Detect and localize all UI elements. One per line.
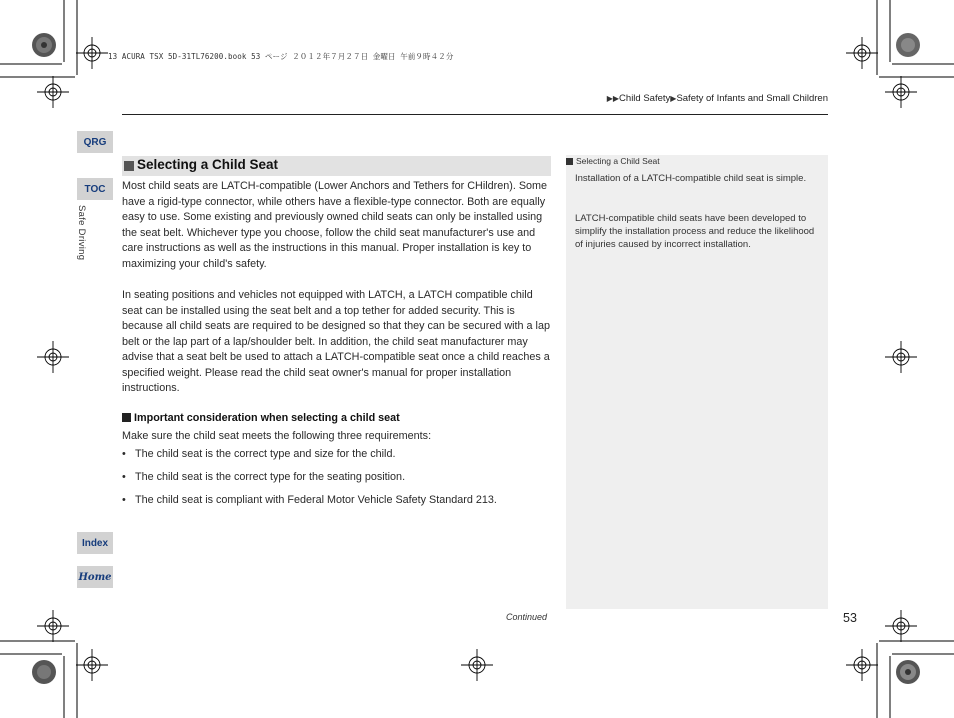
breadcrumb-link-safety-infants[interactable]: Safety of Infants and Small Children	[676, 93, 828, 104]
sidebar-heading: Selecting a Child Seat	[566, 156, 660, 166]
header-rule	[122, 114, 828, 115]
breadcrumb-arrow-icon: ▶	[670, 94, 677, 103]
sidebar-notes	[566, 155, 828, 609]
print-line: 13 ACURA TSX 5D-31TL76200.book 53 ページ ２０１２年７月２７日 金曜日 午前９時４２分	[108, 52, 454, 61]
bullet-icon: •	[122, 448, 126, 460]
breadcrumb-arrow-icon: ▶▶	[606, 94, 620, 103]
sidebar-note-1: Installation of a LATCH-compatible child seat is simple.	[575, 173, 807, 184]
sidebar-note-2: LATCH-compatible child seats have been developed to simplify the installation process and reduce the likelihood of injuries caused by incorrect installation.	[575, 213, 815, 251]
bullet-icon: •	[122, 471, 126, 483]
subsection-intro: Make sure the child seat meets the following three requirements:	[122, 430, 432, 442]
subsection-square-icon	[122, 413, 131, 422]
list-item: • The child seat is the correct type for the seating position.	[122, 471, 406, 483]
section-title: Selecting a Child Seat	[137, 157, 279, 172]
toc-button[interactable]: TOC	[77, 178, 113, 200]
paragraph-2: In seating positions and vehicles not equipped with LATCH, a LATCH compatible child seat can be installed using the seat belt and a top tether for added security. This is because all child seats are required to be designed so that they can be secured with a lap belt or the lap part of a lap/shoulder belt. In addition, the child seat manufacturer may advise that a seat belt be used to attach a LATCH-compatible seat once a child reaches a specified weight. Please read the child seat owner's manual for proper installation instructions.	[122, 289, 550, 394]
index-button[interactable]: Index	[77, 532, 113, 554]
note-arrow-icon	[566, 158, 573, 165]
qrg-button[interactable]: QRG	[77, 131, 113, 153]
paragraph-1: Most child seats are LATCH-compatible (Lower Anchors and Tethers for CHildren). Some have a rigid-type connector, while others have a flexible-type connector. Both are equally easy to use. Some existing and previously owned child seats can only be installed using the seat belt. Whichever type you choose, follow the child seat manufacturer's use and care instructions as well as the instructions in this manual. Proper installation is key to maximizing your child's safety.	[122, 180, 548, 270]
subsection-heading: Important consideration when selecting a child seat	[122, 412, 400, 424]
bullet-icon: •	[122, 494, 126, 506]
breadcrumb-link-child-safety[interactable]: Child Safety	[619, 93, 671, 104]
list-item: • The child seat is compliant with Federal Motor Vehicle Safety Standard 213.	[122, 494, 497, 506]
section-square-icon	[124, 161, 134, 171]
breadcrumb	[607, 93, 828, 104]
list-item: • The child seat is the correct type and size for the child.	[122, 448, 396, 460]
continued-label: Continued	[506, 612, 548, 622]
home-button[interactable]: Home	[77, 566, 113, 588]
side-section-label: Safe Driving	[76, 205, 87, 261]
section-heading	[122, 156, 551, 176]
page-number: 53	[843, 611, 857, 625]
